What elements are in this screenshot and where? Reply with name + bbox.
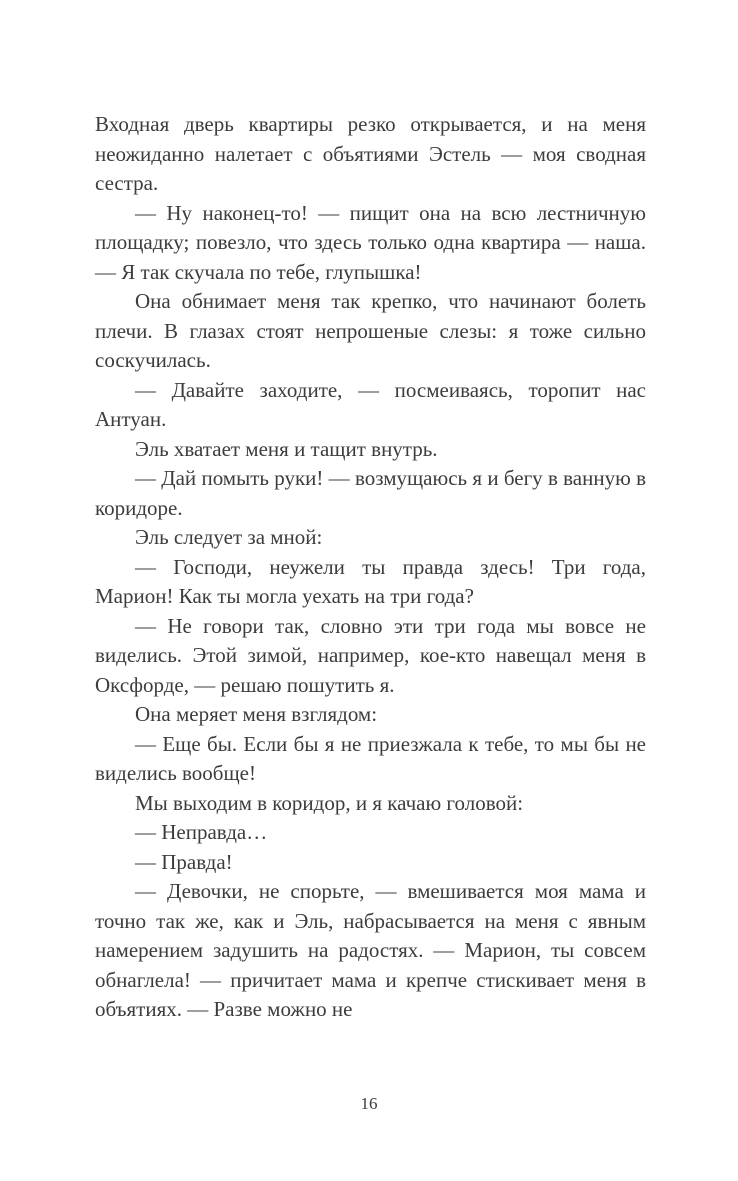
text-block <box>95 110 646 1025</box>
paragraph: — Еще бы. Если бы я не приезжала к тебе, то мы бы не виделись вообще! <box>95 731 646 785</box>
paragraph: — Давайте заходите, — посмеиваясь, торопит нас Антуан. <box>95 377 646 431</box>
paragraph: — Не говори так, словно эти три года мы вовсе не виделись. Этой зимой, например, кое-кто навещал меня в Оксфорде, — решаю пошутить я. <box>95 613 646 697</box>
paragraph: Она обнимает меня так крепко, что начинают болеть плечи. В глазах стоят непрошеные слезы: я тоже сильно соскучилась. <box>95 289 646 372</box>
paragraph: — Ну наконец-то! — пищит она на всю лестничную площадку; повезло, что здесь только одна квартира — наша. — Я так скучала по тебе, глупышка! <box>95 200 646 284</box>
paragraph: Эль хватает меня и тащит внутрь. <box>135 436 438 461</box>
paragraph: — Дай помыть руки! — возмущаюсь я и бегу в ванную в коридоре. <box>95 466 646 520</box>
paragraph: Входная дверь квартиры резко открывается, и на меня неожиданно налетает с объятиями Эстель — моя сводная сестра. <box>95 112 646 195</box>
paragraph: Она меряет меня взглядом: <box>135 702 378 726</box>
paragraph: Мы выходим в коридор, и я качаю головой: <box>135 790 524 815</box>
page-number: 16 <box>360 1094 378 1113</box>
paragraph: — Правда! <box>135 849 233 874</box>
paragraph: — Девочки, не спорьте, — вмешивается моя мама и точно так же, как и Эль, набрасывается на меня с явным намерением задушить на радостях. — Марион, ты совсем обнаглела! — причитает мама и крепче стискивает меня в объятиях. — Разве можно не <box>95 879 646 1021</box>
paragraph: — Неправда… <box>135 820 268 844</box>
paragraph: — Господи, неужели ты правда здесь! Три года, Марион! Как ты могла уехать на три года? <box>95 554 646 608</box>
paragraph: Эль следует за мной: <box>135 525 323 549</box>
